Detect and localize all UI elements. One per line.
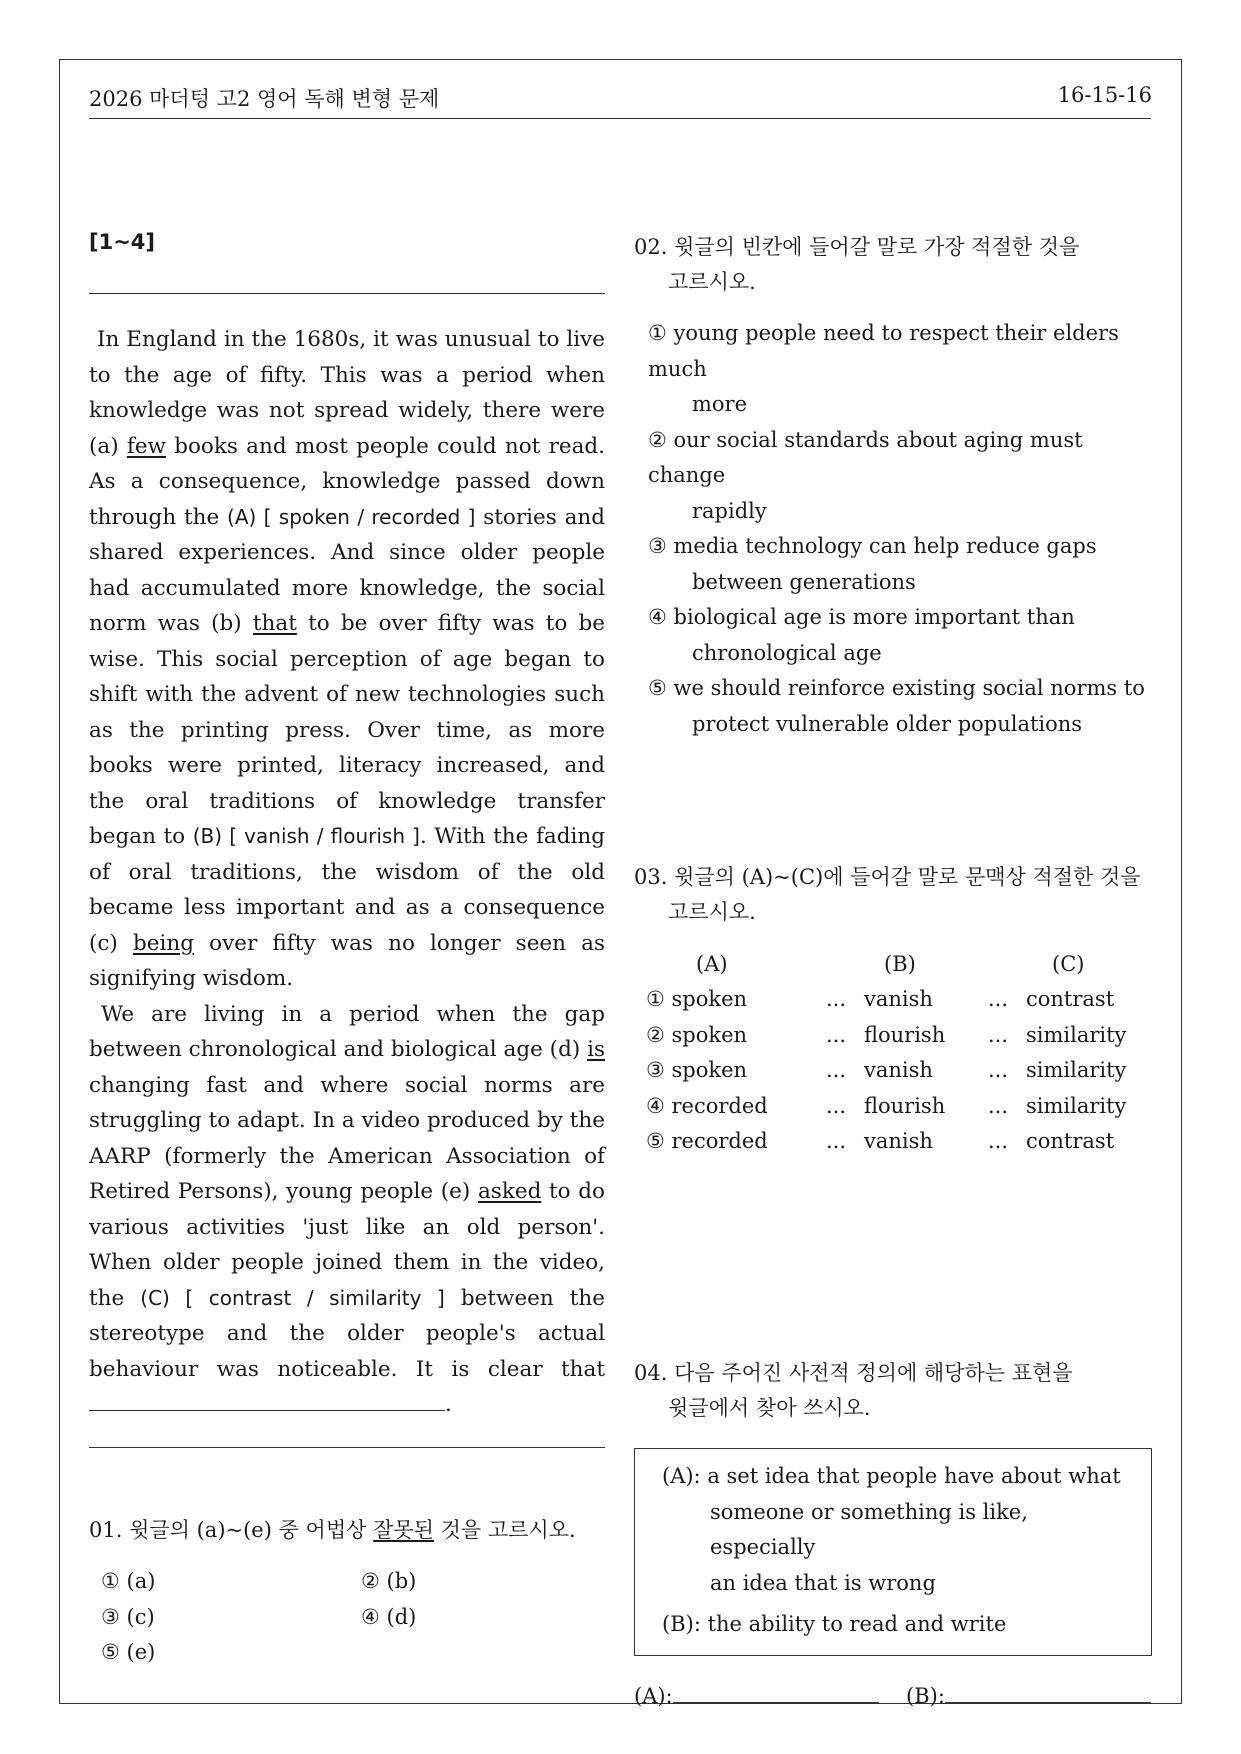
q3-dots: ... [988, 1058, 1009, 1083]
q2-option-text: between generations [692, 569, 916, 594]
q2-option-text: more [692, 392, 748, 416]
q3-cell: flourish [864, 1093, 946, 1118]
q2-option-2[interactable] [634, 423, 1154, 530]
passage-text: . With the fading of oral traditions, the wisdom of the old became less important and as a consequence (c) [89, 824, 605, 956]
q2-title [634, 230, 1154, 300]
q2-title-line-1: 02. 윗글의 빈칸에 들어갈 말로 가장 적절한 것을 [634, 235, 1080, 259]
q1-title [89, 1513, 605, 1548]
q2-option-1[interactable] [634, 316, 1154, 423]
left-column [89, 230, 606, 1664]
q1-title-text: 01. 윗글의 (a)~(e) 중 어법상 [89, 1518, 374, 1542]
q1-options [89, 1564, 605, 1671]
passage-text: over fifty was no longer seen as signifying wisdom. [89, 930, 606, 991]
passage-text: changing fast and where social norms are struggling to adapt. In a video produced by the AARP (formerly the American Association of Retired Persons), young people (e) [89, 1072, 605, 1204]
passage-text: between the stereotype and the older people's actual behaviour was noticeable. It is clear that [89, 1285, 606, 1382]
q3-dots: ... [988, 1129, 1009, 1154]
q3-cell: flourish [864, 1022, 946, 1047]
q3-cell: contrast [1026, 987, 1115, 1012]
q2-option-text: ① young people need to respect their elders much [648, 321, 1119, 381]
q3-cell: vanish [864, 1058, 933, 1083]
header-code: 16-15-16 [1057, 83, 1152, 107]
right-column [634, 230, 1154, 1708]
q4-definition-a [662, 1459, 1137, 1601]
passage-text: In England in the 1680s, it was unusual to live to the age of fifty. This was a period when knowledge was not spread widely, there were (a) [89, 327, 605, 459]
q3-cell: ① spoken [646, 987, 748, 1012]
q3-dots: ... [826, 1022, 847, 1047]
q3-cell: ② spoken [646, 1022, 748, 1047]
q2-option-text: chronological age [692, 640, 882, 665]
q3-options-table [646, 946, 1126, 1159]
passage-paragraph-2 [89, 997, 605, 1423]
q3-dots: ... [826, 1058, 847, 1083]
q1-option-1[interactable]: ① (a) [101, 1569, 156, 1593]
underline-b: that [252, 611, 297, 636]
question-1 [89, 1513, 605, 1671]
q4-def-a-text: someone or something is like, especially [710, 1499, 1028, 1559]
underline-e: asked [477, 1179, 542, 1204]
passage-bottom-rule [89, 1447, 605, 1448]
q3-dots: ... [988, 1022, 1009, 1047]
q3-option-2[interactable] [646, 1017, 1126, 1053]
q2-options [634, 316, 1154, 742]
q3-cell: similarity [1026, 1093, 1127, 1118]
underline-a: few [126, 433, 166, 459]
q4-definition-b [662, 1607, 1137, 1643]
q3-title-line-1: 03. 윗글의 (A)~(C)에 들어갈 말로 문맥상 적절한 것을 [634, 865, 1141, 889]
q3-header-c: (C) [1052, 951, 1085, 976]
underline-c: being [133, 930, 194, 956]
q1-title-underline: 잘못된 [373, 1518, 434, 1542]
question-3 [634, 860, 1154, 1159]
q4-def-a-label: (A): [662, 1464, 701, 1488]
q3-dots: ... [826, 1093, 847, 1118]
question-range: [1~4] [89, 230, 156, 254]
q3-cell: ⑤ recorded [646, 1129, 768, 1154]
q4-def-a-text: a set idea that people have about what [707, 1464, 1121, 1488]
q3-cell: ④ recorded [646, 1093, 768, 1118]
q3-option-4[interactable] [646, 1088, 1126, 1124]
q3-cell: contrast [1026, 1129, 1115, 1154]
q2-title-line-2: 고르시오. [668, 270, 756, 294]
passage-text: We are living in a period when the gap between chronological and biological age (d) [89, 1001, 605, 1062]
q2-option-5[interactable] [634, 671, 1154, 742]
q4-def-b-text: the ability to read and write [707, 1612, 1007, 1636]
q4-def-a-text: an idea that is wrong [710, 1570, 936, 1595]
q3-dots: ... [826, 987, 847, 1012]
q2-option-4[interactable] [634, 600, 1154, 671]
q4-answer-a-label: (A): [634, 1683, 673, 1708]
q3-option-1[interactable] [646, 982, 1126, 1018]
q4-title-line-2: 윗글에서 찾아 쓰시오. [668, 1396, 871, 1420]
q1-title-text: 것을 고르시오. [433, 1518, 576, 1542]
q3-cell: vanish [864, 987, 933, 1012]
q2-option-text: protect vulnerable older populations [692, 711, 1083, 736]
q4-answer-row [634, 1678, 1154, 1708]
q2-option-text: ④ biological age is more important than [648, 605, 1075, 629]
passage-text: to do various activities 'just like an old person'. When older people joined them in the video, the [89, 1179, 605, 1311]
q4-definition-box [634, 1448, 1152, 1656]
q2-option-text: ② our social standards about aging must change [648, 427, 1083, 487]
q1-option-5[interactable]: ⑤ (e) [101, 1640, 156, 1664]
q2-option-text: rapidly [692, 498, 767, 523]
passage-text: to be over fifty was to be wise. This social perception of age began to shift with the advent of new technologies such as the printing press. Over time, as more books were printed, literacy increased, and the oral traditions of knowledge transfer began to [89, 611, 605, 849]
q3-dots: ... [826, 1129, 847, 1154]
q3-cell: similarity [1026, 1058, 1127, 1083]
q4-answer-b-field[interactable] [945, 1678, 1151, 1703]
q4-def-b-label: (B): [662, 1612, 701, 1636]
q3-header-b: (B) [884, 951, 916, 976]
q3-header-a: (A) [696, 951, 728, 976]
q3-option-5[interactable] [646, 1124, 1126, 1160]
passage-text: . [445, 1392, 452, 1417]
q3-cell: vanish [864, 1129, 933, 1154]
q3-cell: ③ spoken [646, 1058, 748, 1083]
passage-top-rule [89, 293, 605, 294]
q2-option-text: ⑤ we should reinforce existing social norms to [648, 676, 1145, 700]
choice-C: (C) [ contrast / similarity ] [140, 1285, 445, 1310]
passage-paragraph-1 [89, 322, 605, 997]
question-4 [634, 1356, 1154, 1708]
underline-d: is [587, 1037, 605, 1062]
q3-cell: similarity [1026, 1022, 1127, 1047]
passage-text: books and most people could not read. As a consequence, knowledge passed down through the [89, 433, 605, 530]
q3-dots: ... [988, 987, 1009, 1012]
q1-option-3[interactable]: ③ (c) [101, 1604, 155, 1629]
q3-header-row [646, 946, 1126, 982]
q2-option-text: ③ media technology can help reduce gaps [648, 534, 1097, 558]
passage-text: stories and shared experiences. And since older people had accumulated more knowledge, the social norm was (b) [89, 504, 606, 636]
choice-A: (A) [ spoken / recorded ] [227, 504, 476, 529]
q1-option-2[interactable]: ② (b) [361, 1569, 417, 1593]
q4-answer-a-field[interactable] [673, 1678, 879, 1703]
q3-option-3[interactable] [646, 1053, 1126, 1089]
q1-option-4[interactable]: ④ (d) [361, 1604, 417, 1629]
q3-title [634, 860, 1154, 930]
q3-dots: ... [988, 1093, 1009, 1118]
q4-answer-b-label: (B): [906, 1683, 945, 1708]
q3-title-line-2: 고르시오. [668, 900, 756, 924]
header-title: 2026 마더텅 고2 영어 독해 변형 문제 [89, 87, 440, 111]
q2-option-3[interactable] [634, 529, 1154, 600]
q4-title [634, 1356, 1154, 1426]
question-2 [634, 230, 1154, 742]
header-rule [89, 118, 1151, 119]
choice-B: (B) [ vanish / flourish ] [192, 824, 420, 848]
fill-in-blank[interactable] [89, 1388, 445, 1411]
passage [89, 322, 605, 1423]
q4-title-line-1: 04. 다음 주어진 사전적 정의에 해당하는 표현을 [634, 1361, 1073, 1385]
